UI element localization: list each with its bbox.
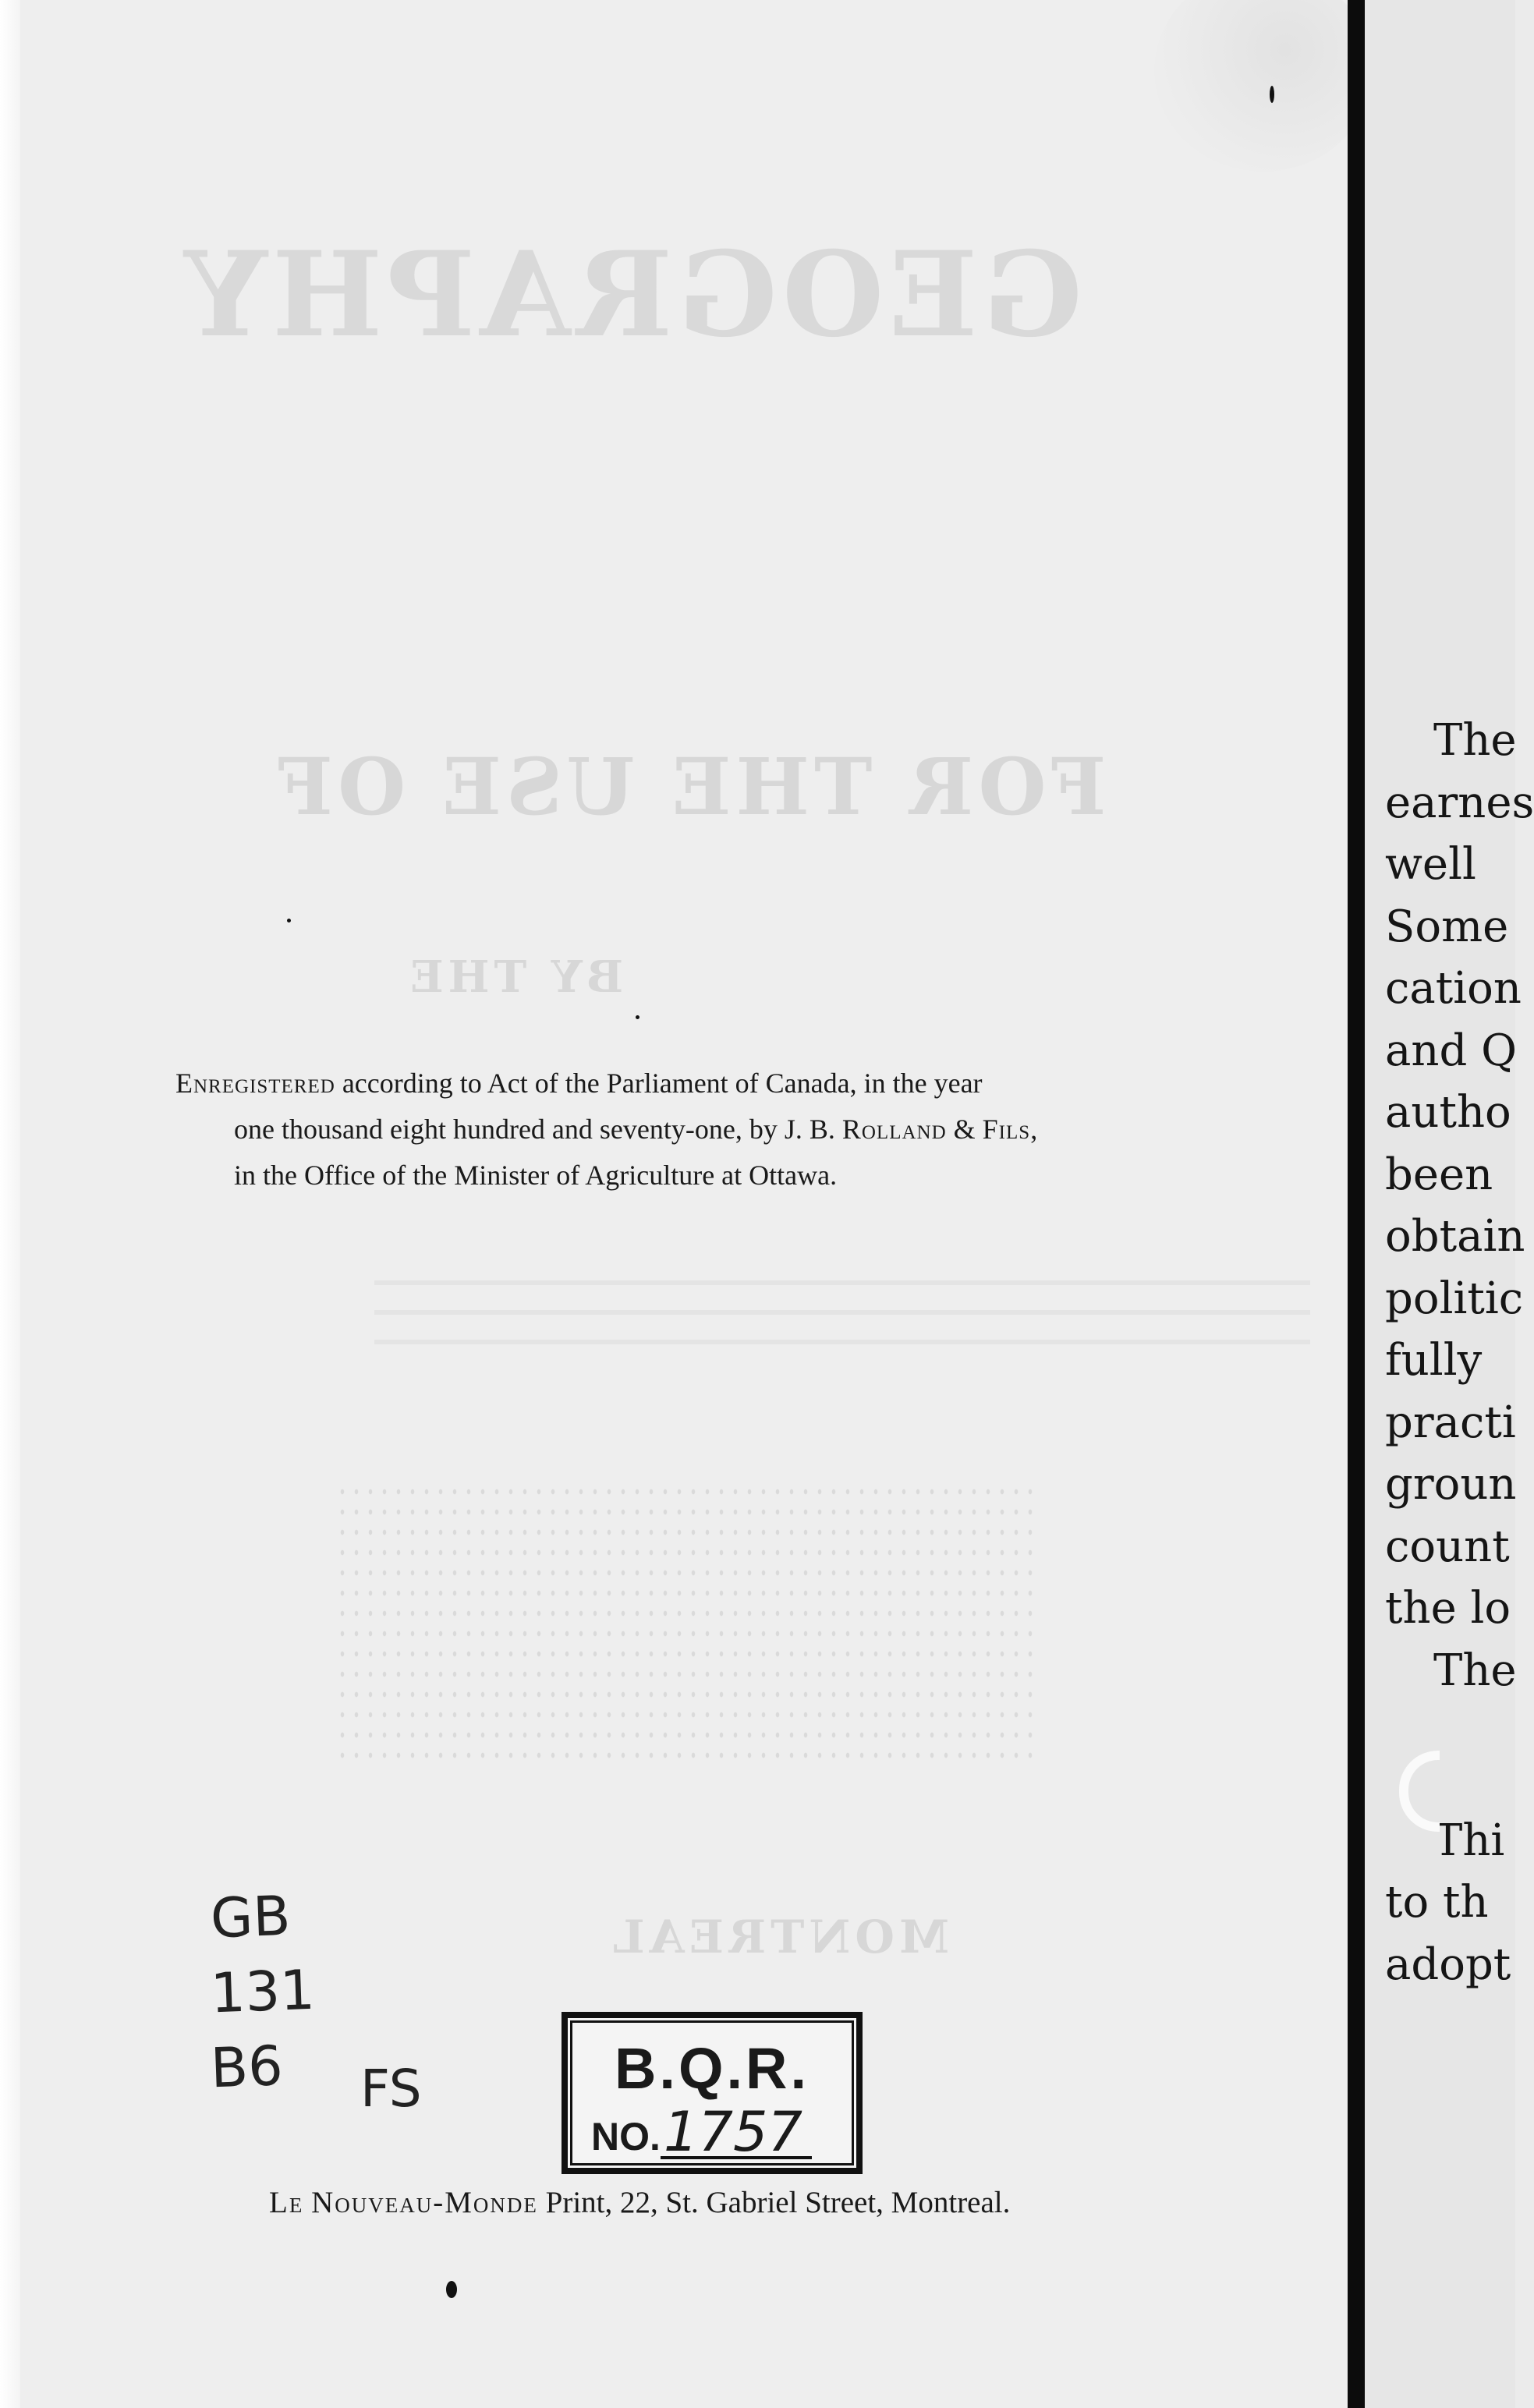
facing-line: adopt	[1385, 1939, 1511, 1990]
publisher-name: Fils	[982, 1114, 1031, 1145]
facing-line: Some	[1385, 901, 1509, 952]
registration-text: one thousand eight hundred and seventy-one, by J. B.	[234, 1114, 842, 1145]
facing-line: autho	[1385, 1087, 1511, 1138]
facing-line: Thi	[1433, 1815, 1505, 1866]
facing-line: the lo	[1385, 1583, 1511, 1634]
stamp-title: B.Q.R.	[614, 2036, 810, 2101]
bleed-through-subtitle: FOR THE USE OF	[273, 741, 1107, 833]
printer-text: Le	[269, 2186, 304, 2219]
registration-notice	[175, 1061, 1341, 1199]
facing-line: count	[1385, 1521, 1510, 1572]
ink-speck	[446, 2281, 457, 2298]
registration-text: according to Act of the Parliament of Canada, in the year	[335, 1068, 983, 1099]
publisher-name: Rolland	[841, 1114, 947, 1145]
registration-line	[175, 1153, 1341, 1199]
registration-text: ,	[1030, 1114, 1038, 1145]
page-edge	[0, 0, 20, 2408]
facing-line: The	[1433, 1645, 1517, 1696]
corner-stain	[1154, 0, 1373, 172]
facing-page	[1365, 0, 1534, 2408]
call-number-line: 131	[209, 1957, 316, 2026]
call-number-line: B6	[209, 2034, 284, 2101]
bleed-through-imprint: MONTREAL	[608, 1910, 950, 1964]
ink-speck	[287, 919, 291, 922]
facing-line: well	[1385, 839, 1476, 890]
handwritten-call-number	[211, 1879, 315, 2104]
facing-line	[1385, 1702, 1534, 1764]
registration-line	[175, 1107, 1341, 1153]
bleed-through-lines	[374, 1263, 1310, 1357]
printer-name: Nouveau-Monde	[311, 2186, 538, 2219]
facing-line: cation	[1385, 963, 1522, 1014]
stamp-number-row	[591, 2100, 812, 2164]
stamp-no-label: NO.	[591, 2115, 661, 2158]
facing-line: earnes	[1385, 777, 1534, 828]
registration-text: &	[946, 1114, 983, 1145]
page-gutter	[1348, 0, 1365, 2408]
facing-line: politic	[1385, 1273, 1524, 1324]
facing-line: The	[1433, 715, 1517, 766]
printer-imprint	[269, 2185, 1283, 2220]
bleed-through-ornament	[335, 1482, 1037, 1762]
facing-line: to th	[1385, 1877, 1489, 1928]
facing-line: been	[1385, 1149, 1493, 1200]
library-stamp	[562, 2012, 863, 2174]
facing-line: fully	[1385, 1335, 1483, 1386]
facing-line: and Q	[1385, 1025, 1518, 1076]
stamp-number: 1757	[661, 2108, 812, 2159]
registration-text: in the Office of the Minister of Agriculture at Ottawa.	[234, 1160, 838, 1191]
ink-speck	[1270, 86, 1274, 103]
facing-line: obtain	[1385, 1211, 1525, 1262]
bleed-through-title: GEOGRAPHY	[179, 226, 1082, 363]
facing-line: practi	[1385, 1397, 1516, 1448]
facing-line: groun	[1385, 1459, 1517, 1510]
ink-speck	[636, 1015, 639, 1019]
call-number-line: GB	[209, 1883, 292, 1951]
registration-lead: Enregistered	[175, 1068, 335, 1099]
printer-address: Print, 22, St. Gabriel Street, Montreal.	[537, 2186, 1011, 2219]
registration-line	[175, 1061, 1341, 1107]
bleed-through-author: BY THE	[406, 951, 624, 1003]
handwritten-mark: FS	[360, 2059, 422, 2119]
